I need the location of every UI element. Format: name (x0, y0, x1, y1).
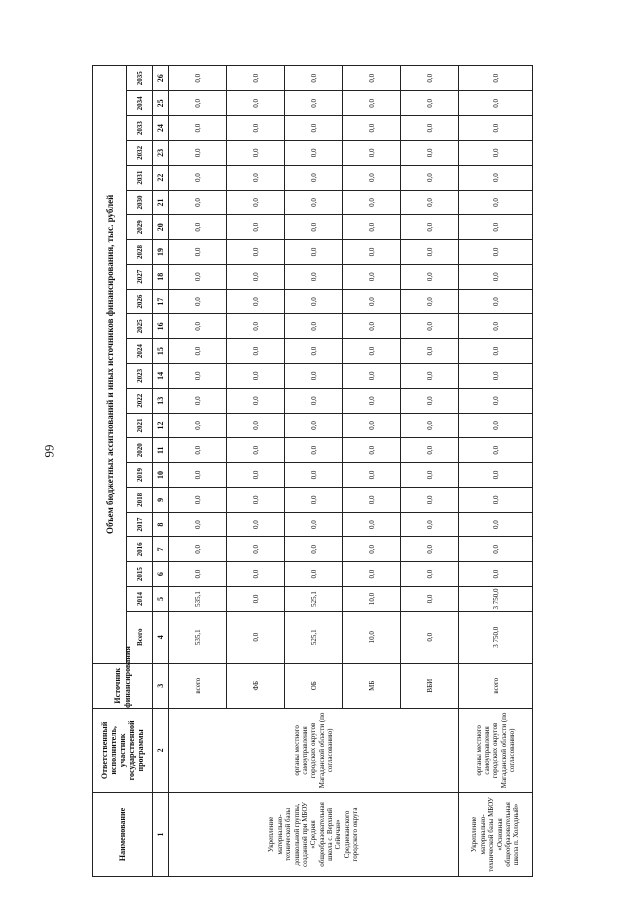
column-index: 24 (153, 116, 169, 141)
year-value: 0,0 (169, 141, 227, 166)
header-total: Всего (127, 611, 153, 663)
total-value: 535,1 (169, 611, 227, 663)
year-value: 10,0 (343, 587, 401, 612)
header-year: 2026 (127, 289, 153, 314)
header-year: 2034 (127, 91, 153, 116)
column-index: 3 (153, 663, 169, 708)
year-value: 535,1 (169, 587, 227, 612)
year-value: 0,0 (285, 91, 343, 116)
year-value: 0,0 (169, 413, 227, 438)
year-value: 0,0 (227, 438, 285, 463)
year-value: 0,0 (285, 116, 343, 141)
year-value: 0,0 (401, 487, 459, 512)
column-index: 15 (153, 339, 169, 364)
year-value: 0,0 (285, 264, 343, 289)
header-year: 2021 (127, 413, 153, 438)
year-value: 0,0 (401, 264, 459, 289)
rotated-table-container (92, 65, 532, 877)
column-index: 6 (153, 562, 169, 587)
column-index: 10 (153, 463, 169, 488)
year-value: 0,0 (227, 463, 285, 488)
funding-source: ОБ (285, 663, 343, 708)
year-value: 0,0 (285, 141, 343, 166)
year-value: 0,0 (227, 91, 285, 116)
year-value: 0,0 (401, 463, 459, 488)
year-value: 0,0 (401, 190, 459, 215)
activity-name: Укрепление материально-технической базы МБОУ «Основная общеобразовательная школа п. Холодный» (459, 792, 533, 876)
year-value: 0,0 (285, 339, 343, 364)
year-value: 0,0 (285, 66, 343, 91)
column-index: 11 (153, 438, 169, 463)
year-value: 0,0 (459, 512, 533, 537)
column-index: 13 (153, 388, 169, 413)
year-value: 0,0 (285, 314, 343, 339)
column-index: 22 (153, 165, 169, 190)
header-year: 2024 (127, 339, 153, 364)
header-year: 2029 (127, 215, 153, 240)
year-value: 0,0 (459, 314, 533, 339)
year-value: 0,0 (285, 438, 343, 463)
year-value: 0,0 (169, 116, 227, 141)
total-value: 0,0 (401, 611, 459, 663)
year-value: 525,1 (285, 587, 343, 612)
year-value: 0,0 (401, 438, 459, 463)
year-value: 0,0 (401, 66, 459, 91)
year-value: 0,0 (401, 116, 459, 141)
year-value: 0,0 (401, 240, 459, 265)
year-value: 0,0 (401, 413, 459, 438)
responsible-executor: органы местного самоуправления городских округов Магаданской области (по согласованию) (459, 708, 533, 792)
header-funding-title: Объем бюджетных ассигнований и иных источников финансирования, тыс. рублей (93, 66, 127, 664)
year-value: 0,0 (343, 438, 401, 463)
column-index: 21 (153, 190, 169, 215)
header-year: 2028 (127, 240, 153, 265)
year-value: 0,0 (227, 190, 285, 215)
year-value: 0,0 (343, 339, 401, 364)
year-value: 0,0 (459, 116, 533, 141)
year-value: 0,0 (401, 289, 459, 314)
year-value: 0,0 (343, 190, 401, 215)
year-value: 0,0 (343, 116, 401, 141)
year-value: 0,0 (285, 512, 343, 537)
year-value: 0,0 (285, 413, 343, 438)
year-value: 0,0 (227, 215, 285, 240)
header-year: 2031 (127, 165, 153, 190)
year-value: 0,0 (401, 562, 459, 587)
funding-source: ФБ (227, 663, 285, 708)
column-index: 14 (153, 364, 169, 389)
year-value: 0,0 (459, 438, 533, 463)
year-value: 0,0 (401, 215, 459, 240)
year-value: 0,0 (343, 264, 401, 289)
year-value: 0,0 (169, 289, 227, 314)
year-value: 0,0 (169, 487, 227, 512)
header-name: Наименование (93, 792, 153, 876)
year-value: 0,0 (459, 388, 533, 413)
header-year: 2016 (127, 537, 153, 562)
year-value: 0,0 (169, 388, 227, 413)
year-value: 0,0 (169, 463, 227, 488)
year-value: 0,0 (459, 165, 533, 190)
table-row (169, 66, 227, 877)
year-value: 0,0 (459, 487, 533, 512)
funding-table (92, 65, 533, 877)
year-value: 0,0 (227, 562, 285, 587)
year-value: 0,0 (169, 165, 227, 190)
column-index: 4 (153, 611, 169, 663)
column-index: 1 (153, 792, 169, 876)
column-index: 23 (153, 141, 169, 166)
year-value: 0,0 (343, 413, 401, 438)
header-year: 2025 (127, 314, 153, 339)
column-index: 5 (153, 587, 169, 612)
year-value: 0,0 (343, 141, 401, 166)
year-value: 0,0 (285, 537, 343, 562)
column-index: 9 (153, 487, 169, 512)
year-value: 0,0 (227, 116, 285, 141)
header-year: 2027 (127, 264, 153, 289)
column-index: 7 (153, 537, 169, 562)
column-index: 19 (153, 240, 169, 265)
year-value: 0,0 (227, 487, 285, 512)
year-value: 0,0 (169, 438, 227, 463)
year-value: 0,0 (343, 66, 401, 91)
year-value: 0,0 (169, 215, 227, 240)
year-value: 3 750,0 (459, 587, 533, 612)
year-value: 0,0 (343, 215, 401, 240)
year-value: 0,0 (459, 190, 533, 215)
year-value: 0,0 (169, 240, 227, 265)
year-value: 0,0 (169, 364, 227, 389)
year-value: 0,0 (343, 512, 401, 537)
year-value: 0,0 (401, 537, 459, 562)
total-value: 3 750,0 (459, 611, 533, 663)
page-number: 66 (42, 444, 57, 458)
responsible-executor: органы местного самоуправления городских округов Магаданской области (по согласованию) (169, 708, 459, 792)
year-value: 0,0 (285, 240, 343, 265)
column-index: 8 (153, 512, 169, 537)
year-value: 0,0 (401, 314, 459, 339)
year-value: 0,0 (343, 388, 401, 413)
year-value: 0,0 (169, 512, 227, 537)
header-year: 2015 (127, 562, 153, 587)
year-value: 0,0 (459, 289, 533, 314)
year-value: 0,0 (343, 364, 401, 389)
year-value: 0,0 (285, 289, 343, 314)
year-value: 0,0 (227, 289, 285, 314)
year-value: 0,0 (459, 364, 533, 389)
year-value: 0,0 (459, 240, 533, 265)
year-value: 0,0 (459, 66, 533, 91)
year-value: 0,0 (285, 562, 343, 587)
year-value: 0,0 (459, 537, 533, 562)
column-index: 25 (153, 91, 169, 116)
year-value: 0,0 (227, 264, 285, 289)
year-value: 0,0 (401, 388, 459, 413)
header-year: 2018 (127, 487, 153, 512)
header-year: 2032 (127, 141, 153, 166)
year-value: 0,0 (343, 487, 401, 512)
header-year: 2022 (127, 388, 153, 413)
year-value: 0,0 (401, 512, 459, 537)
year-value: 0,0 (169, 264, 227, 289)
year-value: 0,0 (285, 165, 343, 190)
year-value: 0,0 (459, 413, 533, 438)
year-value: 0,0 (401, 339, 459, 364)
header-responsible: Ответственный исполнитель, участник государственной программы (93, 708, 153, 792)
year-value: 0,0 (343, 314, 401, 339)
year-value: 0,0 (227, 165, 285, 190)
year-value: 0,0 (169, 314, 227, 339)
year-value: 0,0 (227, 587, 285, 612)
column-index: 2 (153, 708, 169, 792)
year-value: 0,0 (459, 463, 533, 488)
funding-source: МБ (343, 663, 401, 708)
year-value: 0,0 (169, 339, 227, 364)
year-value: 0,0 (169, 66, 227, 91)
funding-source: всего (169, 663, 227, 708)
year-value: 0,0 (343, 91, 401, 116)
year-value: 0,0 (343, 463, 401, 488)
header-year: 2017 (127, 512, 153, 537)
year-value: 0,0 (459, 215, 533, 240)
activity-name: Укрепление материально-технической базы дошкольной группы, созданной при МБОУ «Средняя общеобразовательная школа с. Верхний Сеймчан» Среднеканского городского округа (169, 792, 459, 876)
year-value: 0,0 (227, 512, 285, 537)
year-value: 0,0 (285, 215, 343, 240)
year-value: 0,0 (459, 264, 533, 289)
year-value: 0,0 (459, 141, 533, 166)
year-value: 0,0 (227, 339, 285, 364)
year-value: 0,0 (227, 66, 285, 91)
year-value: 0,0 (285, 487, 343, 512)
header-year: 2014 (127, 587, 153, 612)
header-year: 2019 (127, 463, 153, 488)
funding-source: ВБИ (401, 663, 459, 708)
year-value: 0,0 (401, 364, 459, 389)
year-value: 0,0 (285, 190, 343, 215)
year-value: 0,0 (459, 91, 533, 116)
year-value: 0,0 (343, 289, 401, 314)
year-value: 0,0 (401, 165, 459, 190)
column-index: 20 (153, 215, 169, 240)
year-value: 0,0 (459, 339, 533, 364)
year-value: 0,0 (227, 388, 285, 413)
year-value: 0,0 (227, 141, 285, 166)
year-value: 0,0 (343, 165, 401, 190)
year-value: 0,0 (401, 91, 459, 116)
table-row (459, 66, 533, 877)
year-value: 0,0 (285, 364, 343, 389)
header-year: 2033 (127, 116, 153, 141)
year-value: 0,0 (169, 190, 227, 215)
year-value: 0,0 (169, 562, 227, 587)
total-value: 0,0 (227, 611, 285, 663)
year-value: 0,0 (343, 240, 401, 265)
year-value: 0,0 (169, 91, 227, 116)
column-index: 16 (153, 314, 169, 339)
year-value: 0,0 (227, 537, 285, 562)
header-year: 2035 (127, 66, 153, 91)
funding-source: всего (459, 663, 533, 708)
year-value: 0,0 (401, 141, 459, 166)
column-index: 12 (153, 413, 169, 438)
year-value: 0,0 (169, 537, 227, 562)
column-index: 26 (153, 66, 169, 91)
year-value: 0,0 (227, 413, 285, 438)
header-year: 2030 (127, 190, 153, 215)
year-value: 0,0 (401, 587, 459, 612)
year-value: 0,0 (227, 314, 285, 339)
column-index: 18 (153, 264, 169, 289)
year-value: 0,0 (343, 537, 401, 562)
year-value: 0,0 (459, 562, 533, 587)
year-value: 0,0 (227, 364, 285, 389)
year-value: 0,0 (285, 388, 343, 413)
header-source: Источник финансирования (93, 663, 153, 708)
total-value: 525,1 (285, 611, 343, 663)
header-year: 2023 (127, 364, 153, 389)
header-year: 2020 (127, 438, 153, 463)
year-value: 0,0 (285, 463, 343, 488)
column-index: 17 (153, 289, 169, 314)
year-value: 0,0 (227, 240, 285, 265)
year-value: 0,0 (343, 562, 401, 587)
total-value: 10,0 (343, 611, 401, 663)
